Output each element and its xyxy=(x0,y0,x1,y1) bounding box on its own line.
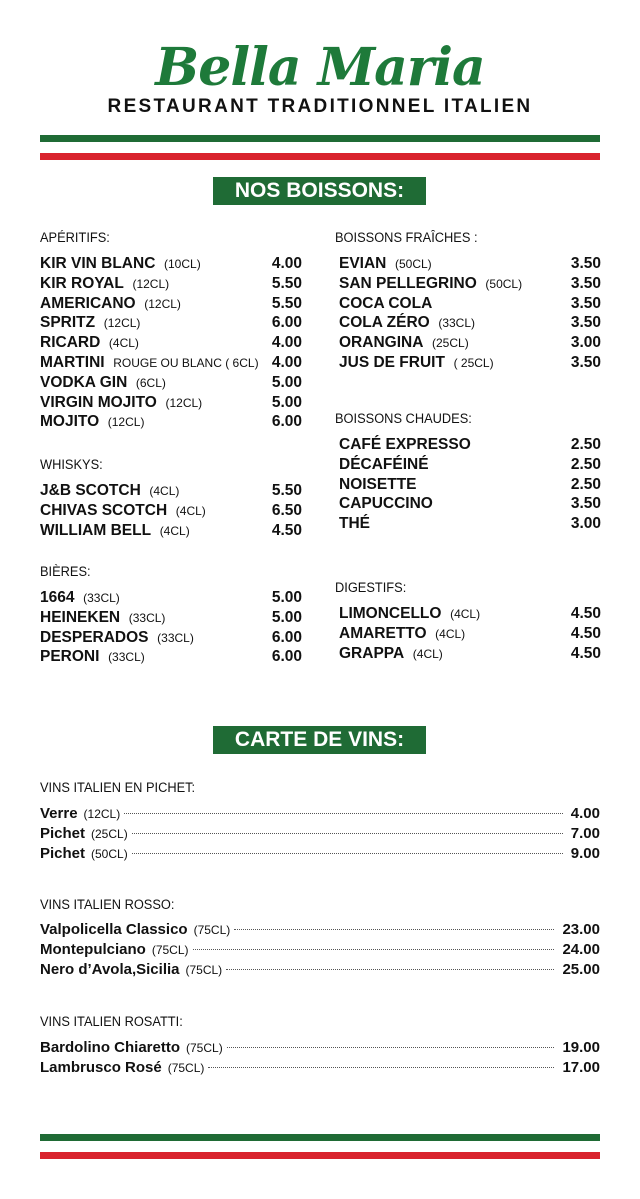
drink-price: 5.00 xyxy=(271,589,302,606)
drink-price: 4.00 xyxy=(271,334,302,352)
drink-item xyxy=(40,481,179,501)
drink-item xyxy=(339,353,494,373)
drink-item xyxy=(40,647,145,667)
wine-dot-leader xyxy=(193,949,555,950)
section-title-whiskys: WHISKYS: xyxy=(40,457,103,472)
drink-price: 5.50 xyxy=(271,274,302,292)
wine-name: Montepulciano xyxy=(40,941,146,958)
drink-item xyxy=(339,494,433,514)
drink-price: 2.50 xyxy=(570,436,601,453)
drink-name: AMARETTO xyxy=(339,624,427,642)
drink-item xyxy=(40,501,206,521)
drink-price: 2.50 xyxy=(570,475,601,493)
drink-size: (4CL) xyxy=(175,503,206,518)
drink-item xyxy=(40,521,190,541)
wine-item xyxy=(40,920,600,940)
wine-dot-leader xyxy=(132,833,563,834)
drink-item xyxy=(339,455,429,475)
wine-item xyxy=(40,824,600,844)
drink-price: 4.00 xyxy=(271,255,302,272)
wine-price: 25.00 xyxy=(562,961,600,978)
drink-item xyxy=(40,353,259,373)
drink-item xyxy=(40,608,165,628)
drink-price: 6.00 xyxy=(271,413,302,431)
wine-dot-leader xyxy=(132,853,563,854)
drink-price: 3.50 xyxy=(570,314,601,332)
drink-price: 5.50 xyxy=(271,482,302,499)
drink-name: MOJITO xyxy=(40,413,100,431)
top-stripe-red xyxy=(40,153,600,160)
drinks-banner: NOS BOISSONS: xyxy=(213,177,426,205)
wine-item xyxy=(40,1038,600,1058)
wine-price: 7.00 xyxy=(570,825,600,842)
drink-name: CAFÉ EXPRESSO xyxy=(339,436,471,453)
drink-size: ROUGE OU BLANC ( 6CL) xyxy=(113,356,259,370)
drink-name: ORANGINA xyxy=(339,334,424,352)
drink-size: (4CL) xyxy=(108,336,139,351)
drink-price: 3.50 xyxy=(570,354,601,371)
drink-size: (50CL) xyxy=(395,257,432,271)
drink-item xyxy=(40,412,144,432)
wine-name: Pichet xyxy=(40,825,86,842)
drink-item xyxy=(339,644,443,664)
drink-name: GRAPPA xyxy=(339,644,405,662)
drink-name: VIRGIN MOJITO xyxy=(40,393,157,411)
drink-size: (33CL) xyxy=(83,591,120,605)
section-title-bieres: BIÈRES: xyxy=(40,564,91,579)
drink-item xyxy=(339,435,471,455)
wine-size: (50CL) xyxy=(91,847,128,861)
wine-name: Verre xyxy=(40,805,78,822)
drink-price: 6.50 xyxy=(271,501,302,519)
drink-size: (4CL) xyxy=(412,646,443,661)
drink-size: (12CL) xyxy=(132,276,170,291)
drink-name: EVIAN xyxy=(339,255,387,272)
drink-price: 4.50 xyxy=(570,605,601,622)
wine-price: 23.00 xyxy=(562,921,600,938)
wine-price: 4.00 xyxy=(570,805,600,822)
wine-item xyxy=(40,844,600,864)
section-title-digestifs: DIGESTIFS: xyxy=(335,580,407,595)
drink-name: J&B SCOTCH xyxy=(40,482,141,499)
wine-item xyxy=(40,940,600,960)
drink-size: (33CL) xyxy=(157,630,194,645)
drink-size: (50CL) xyxy=(485,276,523,291)
wine-dot-leader xyxy=(226,969,554,970)
bottom-stripe-red xyxy=(40,1152,600,1159)
drink-size: (12CL) xyxy=(107,415,145,430)
drink-item xyxy=(40,333,139,353)
drink-size: (12CL) xyxy=(144,296,181,311)
drink-item xyxy=(339,514,370,534)
drink-item xyxy=(40,373,166,393)
drink-name: RICARD xyxy=(40,334,101,352)
drink-item xyxy=(339,475,417,495)
drink-price: 5.50 xyxy=(271,294,302,312)
wine-price: 19.00 xyxy=(562,1039,600,1056)
drink-item xyxy=(40,313,140,333)
wine-item xyxy=(40,804,600,824)
wine-dot-leader xyxy=(227,1047,555,1048)
top-stripe-green xyxy=(40,135,600,142)
drink-name: JUS DE FRUIT xyxy=(339,354,445,371)
bottom-stripe-green xyxy=(40,1134,600,1141)
wine-item xyxy=(40,1058,600,1078)
drink-item xyxy=(40,628,194,648)
wine-size: (75CL) xyxy=(186,1041,223,1055)
drink-name: PERONI xyxy=(40,648,100,666)
section-title-rosatti: VINS ITALIEN ROSATTI: xyxy=(40,1014,183,1029)
drink-price: 3.00 xyxy=(570,515,601,533)
drink-price: 6.00 xyxy=(271,314,302,332)
drink-name: 1664 xyxy=(40,589,75,606)
drink-item xyxy=(339,254,432,274)
drink-size: (4CL) xyxy=(435,626,466,641)
drink-price: 3.50 xyxy=(570,495,601,513)
drink-item xyxy=(339,313,475,333)
wine-dot-leader xyxy=(208,1067,554,1068)
drink-item xyxy=(40,294,181,314)
drink-name: COLA ZÉRO xyxy=(339,314,430,332)
wine-size: (75CL) xyxy=(193,923,231,937)
drink-size: (4CL) xyxy=(159,523,190,538)
drink-price: 3.50 xyxy=(570,274,601,292)
drink-item xyxy=(339,333,469,353)
drink-item xyxy=(40,588,120,608)
drink-name: NOISETTE xyxy=(339,475,417,493)
drink-price: 2.50 xyxy=(570,455,601,473)
drink-name: THÉ xyxy=(339,515,370,533)
drink-size: (33CL) xyxy=(438,316,476,331)
section-title-fraiches: BOISSONS FRAÎCHES : xyxy=(335,230,478,245)
drink-name: LIMONCELLO xyxy=(339,605,442,622)
wine-name: Valpolicella Classico xyxy=(40,921,188,938)
drink-name: SPRITZ xyxy=(40,314,96,332)
drink-size: (4CL) xyxy=(149,484,180,498)
drink-item xyxy=(339,274,522,294)
drink-name: DESPERADOS xyxy=(40,628,149,646)
drink-item xyxy=(40,254,201,274)
drink-price: 3.00 xyxy=(570,334,601,352)
section-title-chaudes: BOISSONS CHAUDES: xyxy=(335,411,472,426)
drink-price: 3.50 xyxy=(570,294,601,312)
wines-banner: CARTE DE VINS: xyxy=(213,726,426,754)
drink-size: (12CL) xyxy=(165,395,203,410)
drink-price: 5.00 xyxy=(271,608,302,626)
section-title-aperitifs: APÉRITIFS: xyxy=(40,230,110,245)
drink-name: DÉCAFÉINÉ xyxy=(339,455,429,473)
drink-name: CHIVAS SCOTCH xyxy=(40,501,168,519)
drink-item xyxy=(40,393,202,413)
drink-item xyxy=(339,624,465,644)
restaurant-tagline: RESTAURANT TRADITIONNEL ITALIEN xyxy=(107,96,533,117)
drink-name: KIR VIN BLANC xyxy=(40,255,156,272)
drink-price: 4.50 xyxy=(570,624,601,642)
wine-size: (25CL) xyxy=(91,827,128,841)
drink-price: 4.50 xyxy=(570,644,601,662)
wine-dot-leader xyxy=(124,813,563,814)
drink-price: 4.50 xyxy=(271,521,302,539)
drink-price: 6.00 xyxy=(271,628,302,646)
drink-size: (12CL) xyxy=(103,316,141,331)
drink-price: 6.00 xyxy=(271,648,302,666)
drink-name: KIR ROYAL xyxy=(40,274,124,292)
wine-name: Lambrusco Rosé xyxy=(40,1059,162,1076)
wine-size: (75CL) xyxy=(167,1061,205,1075)
drink-size: (10CL) xyxy=(164,257,201,271)
wine-item xyxy=(40,960,600,980)
wine-price: 24.00 xyxy=(562,941,600,958)
wine-price: 17.00 xyxy=(562,1059,600,1076)
drink-size: (6CL) xyxy=(135,375,166,390)
drink-name: MARTINI xyxy=(40,354,105,371)
wine-name: Pichet xyxy=(40,845,86,862)
drink-item xyxy=(339,604,480,624)
drink-size: (25CL) xyxy=(432,336,469,351)
drink-item xyxy=(339,294,432,314)
wine-name: Bardolino Chiaretto xyxy=(40,1039,181,1056)
wine-size: (75CL) xyxy=(151,943,189,957)
drink-name: WILLIAM BELL xyxy=(40,521,152,539)
wine-size: (75CL) xyxy=(185,963,223,977)
drink-item xyxy=(40,274,169,294)
wine-dot-leader xyxy=(234,929,554,930)
section-title-rosso: VINS ITALIEN ROSSO: xyxy=(40,897,175,912)
wine-price: 9.00 xyxy=(570,845,600,862)
restaurant-logo: Bella Maria xyxy=(155,37,485,98)
drink-size: (4CL) xyxy=(450,607,481,621)
wine-name: Nero d’Avola,Sicilia xyxy=(40,961,180,978)
drink-price: 5.00 xyxy=(271,393,302,411)
drink-name: CAPUCCINO xyxy=(339,495,433,513)
drink-name: VODKA GIN xyxy=(40,373,128,391)
drink-price: 4.00 xyxy=(271,354,302,371)
section-title-pichet: VINS ITALIEN EN PICHET: xyxy=(40,780,196,795)
drink-size: ( 25CL) xyxy=(453,356,494,370)
drink-name: SAN PELLEGRINO xyxy=(339,274,477,292)
drink-name: AMERICANO xyxy=(40,294,136,312)
drink-name: COCA COLA xyxy=(339,294,433,312)
wine-size: (12CL) xyxy=(83,807,121,821)
drink-name: HEINEKEN xyxy=(40,608,121,626)
drink-price: 5.00 xyxy=(271,373,302,391)
drink-price: 3.50 xyxy=(570,255,601,272)
drink-size: (33CL) xyxy=(108,650,145,665)
drink-size: (33CL) xyxy=(128,610,166,625)
